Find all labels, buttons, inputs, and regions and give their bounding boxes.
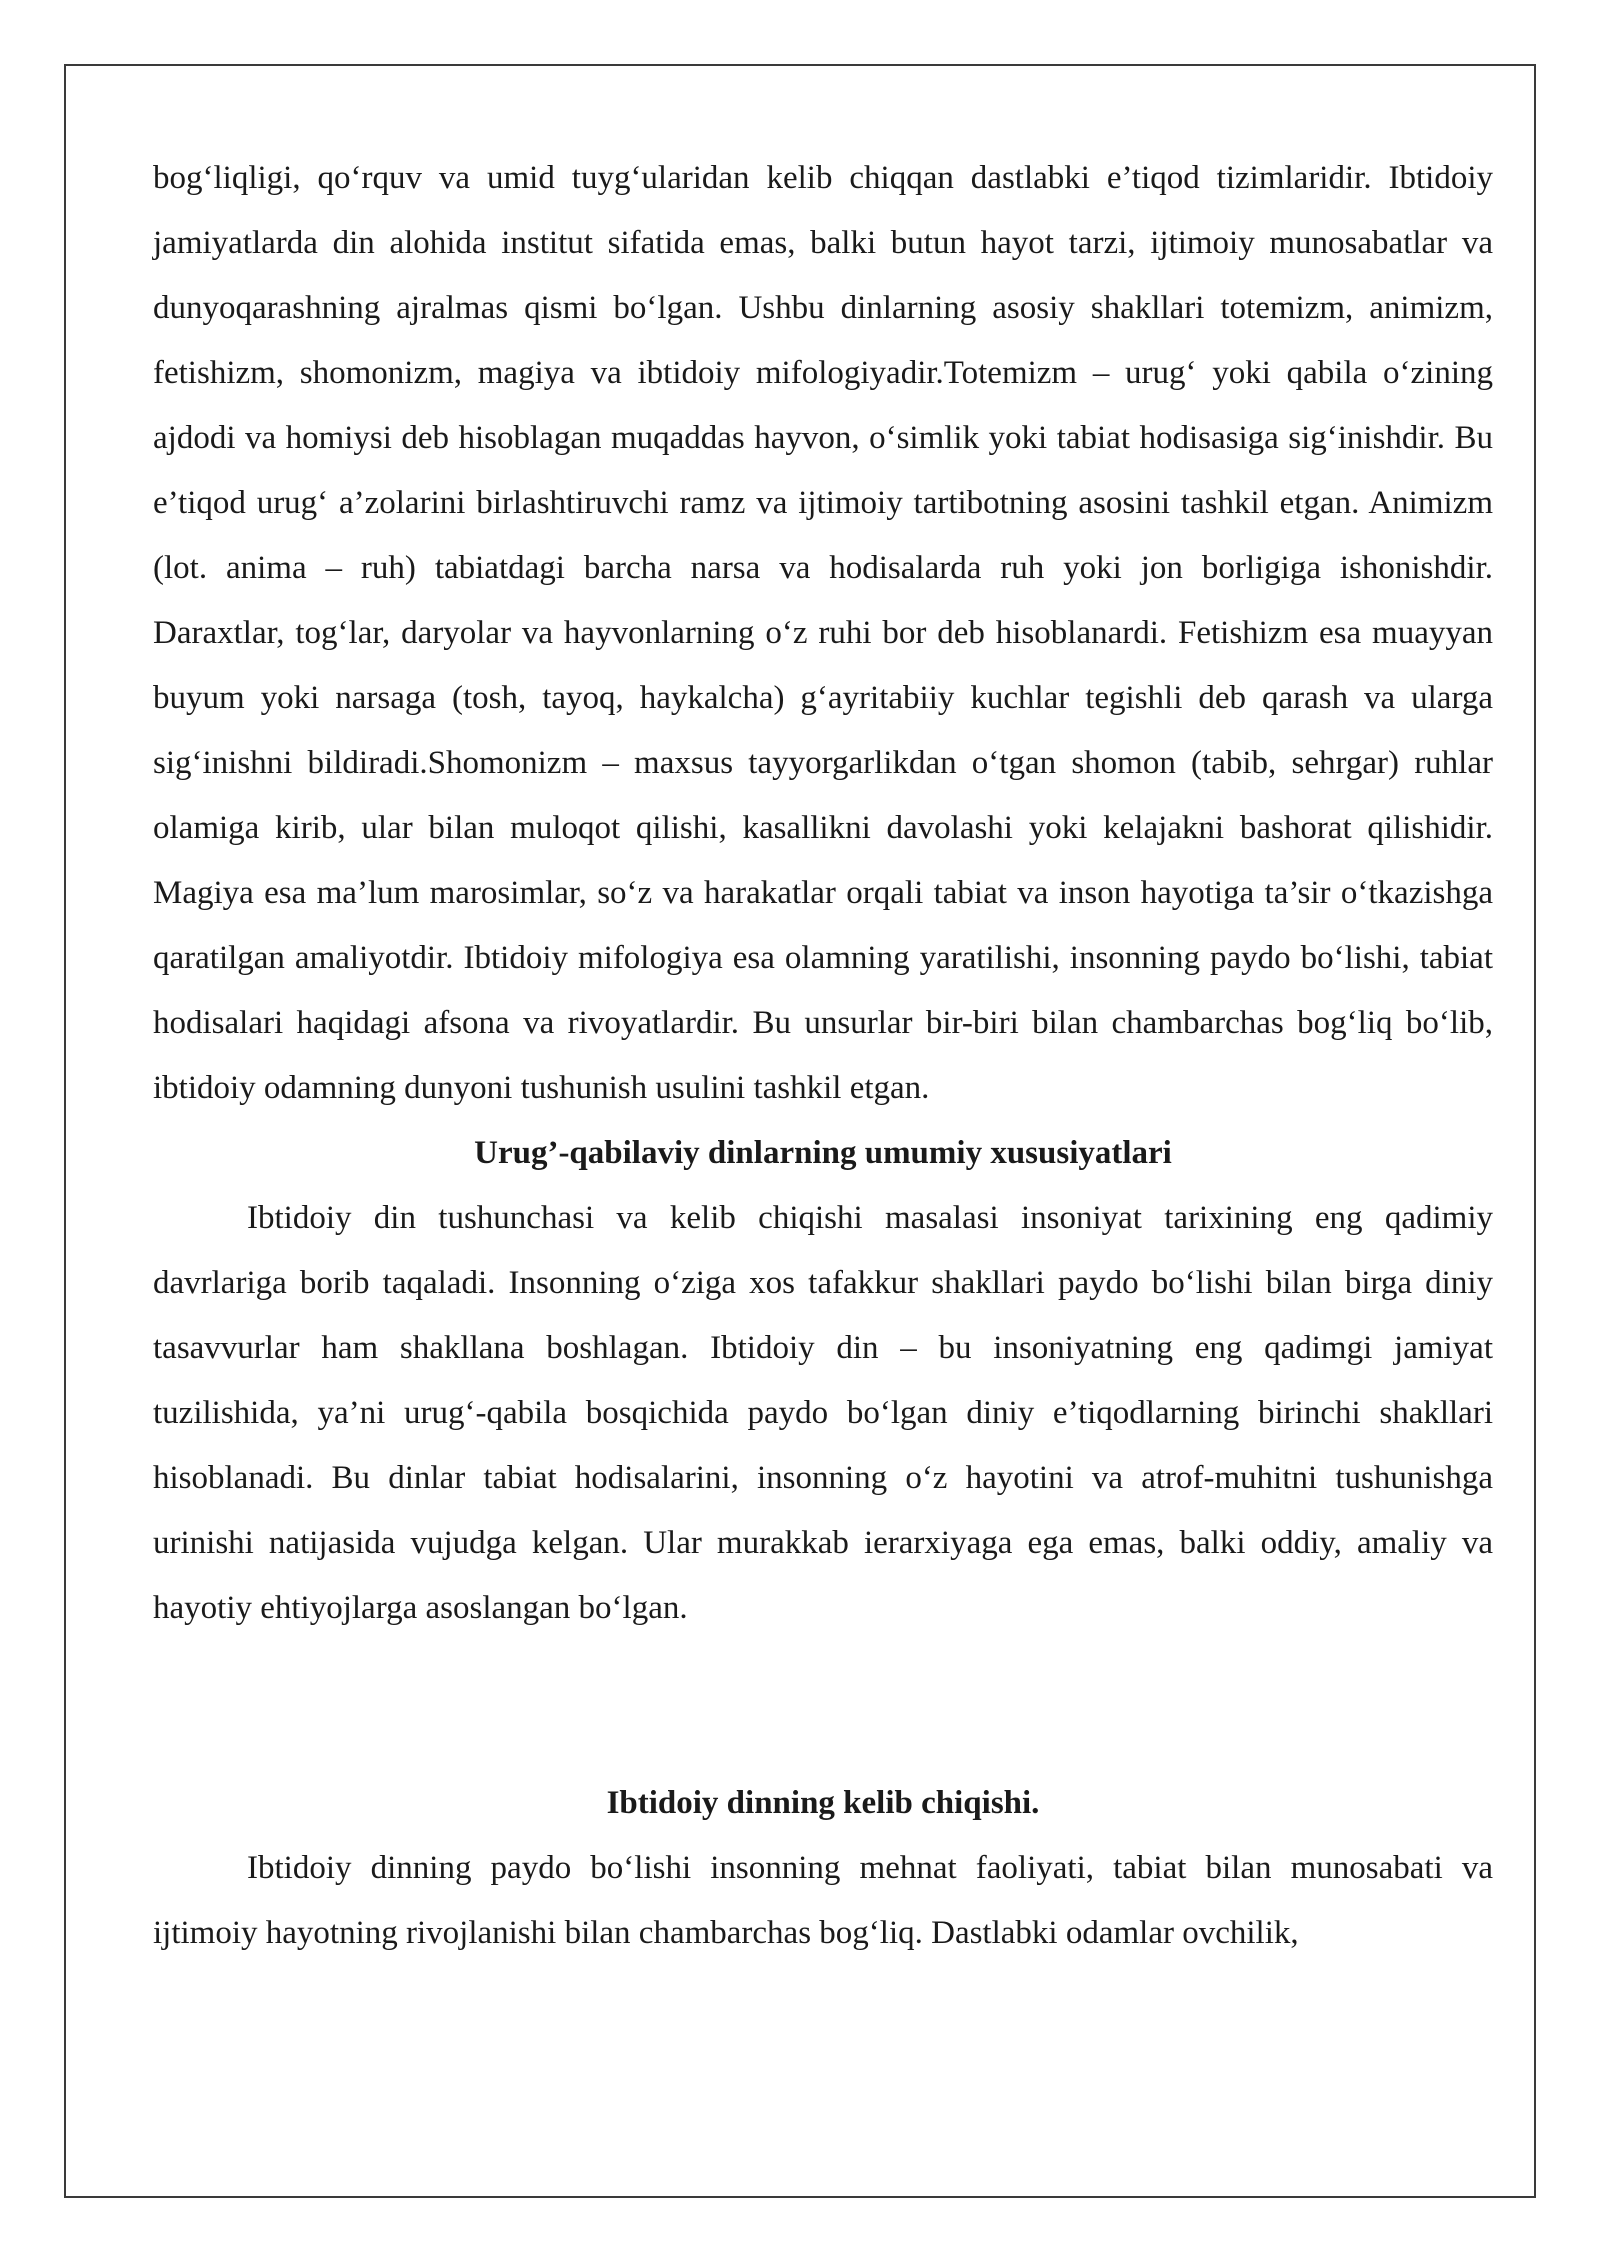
section-heading-origin: Ibtidoiy dinning kelib chiqishi. bbox=[606, 1785, 1040, 1821]
paragraph-continuation: bog‘liqligi, qo‘rquv va umid tuyg‘ularidan kelib chiqqan dastlabki e’tiqod tizimlaridir. Ibtidoiy jamiyatlarda din alohida institut sifatida emas, balki butun hayot tarzi, ijtimoiy munosabatlar va dunyoqarashning ajralmas qismi bo‘lgan. Ushbu dinlarning asosiy shakllari totemizm, animizm, fetishizm, shomonizm, magiya va ibtidoiy mifologiyadir.Totemizm – urug‘ yoki qabila o‘zining ajdodi va homiysi deb hisoblagan muqaddas hayvon, o‘simlik yoki tabiat hodisasiga sig‘inishdir. Bu e’tiqod urug‘ a’zolarini birlashtiruvchi ramz va ijtimoiy tartibotning asosini tashkil etgan. Animizm (lot. anima – ruh) tabiatdagi barcha narsa va hodisalarda ruh yoki jon borligiga ishonishdir. Daraxtlar, tog‘lar, daryolar va hayvonlarning o‘z ruhi bor deb hisoblanardi. Fetishizm esa muayyan buyum yoki narsaga (tosh, tayoq, haykalcha) g‘ayritabiiy kuchlar tegishli deb qarash va ularga sig‘inishni bildiradi.Shomonizm – maxsus tayyorgarlikdan o‘tgan shomon (tabib, sehrgar) ruhlar olamiga kirib, ular bilan muloqot qilishi, kasallikni davolashi yoki kelajakni bashorat qilishidir. Magiya esa ma’lum marosimlar, so‘z va harakatlar orqali tabiat va inson hayotiga ta’sir o‘tkazishga qaratilgan amaliyotdir. Ibtidoiy mifologiya esa olamning yaratilishi, insonning paydo bo‘lishi, tabiat hodisalari haqidagi afsona va rivoyatlardir. Bu unsurlar bir-biri bilan chambarchas bog‘liq bo‘lib, ibtidoiy odamning dunyoni tushunish usulini tashkil etgan. bbox=[153, 160, 1493, 1106]
paragraph-origin: Ibtidoiy dinning paydo bo‘lishi insonning mehnat faoliyati, tabiat bilan munosabati va ijtimoiy hayotning rivojlanishi bilan chambarchas bog‘liq. Dastlabki odamlar ovchilik, bbox=[153, 1850, 1493, 1951]
paragraph-primitive-religion-concept: Ibtidoiy din tushunchasi va kelib chiqishi masalasi insoniyat tarixining eng qadimiy davrlariga borib taqaladi. Insonning o‘ziga xos tafakkur shakllari paydo bo‘lishi bilan birga diniy tasavvurlar ham shakllana boshlagan. Ibtidoiy din – bu insoniyatning eng qadimgi jamiyat tuzilishida, ya’ni urug‘-qabila bosqichida paydo bo‘lgan diniy e’tiqodlarning birinchi shakllari hisoblanadi. Bu dinlar tabiat hodisalarini, insonning o‘z hayotini va atrof-muhitni tushunishga urinishi natijasida vujudga kelgan. Ular murakkab ierarxiyaga ega emas, balki oddiy, amaliy va hayotiy ehtiyojlarga asoslangan bo‘lgan. bbox=[153, 1200, 1493, 1626]
section-heading-general-features: Urug’-qabilaviy dinlarning umumiy xususiyatlari bbox=[474, 1135, 1172, 1171]
section-spacer bbox=[153, 1641, 1493, 1771]
document-body bbox=[153, 146, 1493, 1966]
